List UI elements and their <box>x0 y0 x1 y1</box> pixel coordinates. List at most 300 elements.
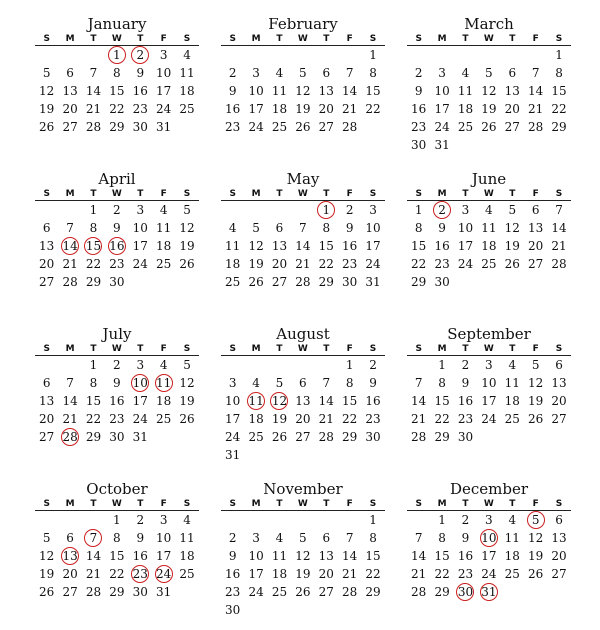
weekday-header <box>35 187 199 201</box>
day-cell: 18 <box>156 239 172 253</box>
week-row <box>221 392 385 410</box>
weekday-label: M <box>251 499 261 509</box>
week-row <box>407 410 571 428</box>
weekday-label: W <box>111 34 122 44</box>
day-cell: 4 <box>508 358 517 372</box>
day-cell: 22 <box>109 567 125 581</box>
day-cell: 15 <box>365 84 381 98</box>
month-title: December <box>449 480 529 498</box>
week-row <box>407 100 571 118</box>
day-cell: 30 <box>365 430 381 444</box>
weekday-label: S <box>229 34 236 44</box>
month-days <box>407 46 571 154</box>
day-cell: 5 <box>252 221 260 235</box>
day-cell: 20 <box>318 102 334 116</box>
month-february <box>221 16 385 136</box>
weekday-header <box>221 32 385 46</box>
empty-day <box>430 46 453 64</box>
weekday-header <box>35 497 199 511</box>
month-march <box>407 16 571 154</box>
day-cell: 15 <box>434 549 450 563</box>
day-cell: 27 <box>62 585 78 599</box>
weekday-label: F <box>532 189 539 199</box>
day-cell: 5 <box>42 66 51 80</box>
weekday-header <box>407 342 571 356</box>
day-cell: 29 <box>85 430 102 444</box>
week-row <box>221 374 385 392</box>
day-cell: 2 <box>113 203 121 217</box>
day-cell: 22 <box>551 102 567 116</box>
weekday-label: F <box>346 499 353 509</box>
day-cell: 28 <box>342 585 358 599</box>
day-cell: 24 <box>457 257 474 271</box>
day-cell: 19 <box>248 257 264 271</box>
day-cell-circled: 31 <box>477 583 500 601</box>
day-cell: 12 <box>504 221 520 235</box>
weekday-label: S <box>555 34 563 44</box>
day-cell: 19 <box>271 412 288 426</box>
day-cell: 12 <box>295 549 311 563</box>
weekday-label: T <box>509 499 516 509</box>
weekday-label: W <box>297 344 308 354</box>
empty-day <box>244 356 267 374</box>
day-cell-circled: 1 <box>315 201 338 219</box>
weekday-header <box>407 497 571 511</box>
weekday-label: S <box>229 344 236 354</box>
day-cell: 30 <box>132 120 148 134</box>
empty-day <box>315 511 338 529</box>
day-cell: 1 <box>345 358 354 372</box>
day-cell: 17 <box>481 549 497 563</box>
weekday-label: S <box>415 499 422 509</box>
day-cell: 8 <box>113 66 121 80</box>
day-cell-circled: 13 <box>58 547 81 565</box>
weekday-label: T <box>462 499 469 509</box>
weekday-label: F <box>532 34 539 44</box>
day-cell: 14 <box>528 84 544 98</box>
day-cell: 25 <box>179 102 195 116</box>
day-cell: 18 <box>271 567 288 581</box>
week-row <box>407 583 571 601</box>
day-cell: 24 <box>481 567 497 581</box>
day-cell: 20 <box>551 394 567 408</box>
week-row <box>35 273 199 291</box>
day-cell: 17 <box>365 239 381 253</box>
day-cell: 3 <box>485 513 493 527</box>
day-cell: 22 <box>434 567 450 581</box>
day-cell: 22 <box>365 567 381 581</box>
day-cell: 18 <box>481 239 497 253</box>
day-cell: 20 <box>318 567 334 581</box>
day-cell: 25 <box>225 275 241 289</box>
day-cell: 29 <box>434 585 450 599</box>
day-cell: 6 <box>555 358 563 372</box>
empty-day <box>501 46 524 64</box>
day-cell: 16 <box>132 549 148 563</box>
empty-day <box>407 511 430 529</box>
empty-day <box>291 511 314 529</box>
week-row <box>35 82 199 100</box>
weekday-label: T <box>90 34 97 44</box>
day-cell: 30 <box>342 275 358 289</box>
day-cell: 29 <box>85 275 102 289</box>
day-cell: 13 <box>271 239 288 253</box>
day-cell: 1 <box>369 48 377 62</box>
day-cell: 28 <box>528 120 544 134</box>
month-days <box>407 201 571 291</box>
weekday-label: T <box>137 189 144 199</box>
day-cell: 25 <box>457 120 474 134</box>
day-cell: 10 <box>132 221 148 235</box>
day-cell: 3 <box>252 531 260 545</box>
weekday-header <box>407 187 571 201</box>
weekday-label: S <box>229 189 236 199</box>
day-cell: 3 <box>252 66 260 80</box>
day-cell: 20 <box>39 257 55 271</box>
day-cell: 15 <box>85 394 102 408</box>
month-days <box>221 511 385 619</box>
empty-day <box>221 356 244 374</box>
day-cell: 30 <box>109 275 125 289</box>
day-cell-circled: 12 <box>268 392 291 410</box>
empty-day <box>315 356 338 374</box>
empty-day <box>291 46 314 64</box>
day-cell: 15 <box>109 84 125 98</box>
day-cell: 14 <box>85 549 102 563</box>
day-cell: 31 <box>132 430 148 444</box>
day-cell: 10 <box>481 376 497 390</box>
day-cell: 16 <box>109 394 125 408</box>
day-cell: 2 <box>136 513 145 527</box>
month-days <box>35 511 199 601</box>
weekday-label: S <box>43 34 50 44</box>
day-cell: 23 <box>342 257 358 271</box>
day-cell: 21 <box>551 239 567 253</box>
day-cell: 18 <box>504 549 520 563</box>
day-cell: 17 <box>156 549 172 563</box>
day-cell: 24 <box>481 412 497 426</box>
month-january <box>35 16 199 136</box>
day-cell-circled: 11 <box>152 374 175 392</box>
week-row <box>221 237 385 255</box>
week-row <box>221 64 385 82</box>
day-cell: 5 <box>275 376 284 390</box>
day-cell: 7 <box>555 203 563 217</box>
weekday-label: S <box>555 499 563 509</box>
day-cell: 8 <box>345 376 354 390</box>
week-row <box>407 428 571 446</box>
day-cell: 22 <box>109 102 125 116</box>
day-cell-circled: 2 <box>129 46 152 64</box>
day-cell: 21 <box>62 412 78 426</box>
month-title: September <box>447 325 531 343</box>
day-cell: 23 <box>365 412 381 426</box>
empty-day <box>221 46 244 64</box>
day-cell: 20 <box>551 549 567 563</box>
day-cell: 7 <box>322 376 331 390</box>
empty-day <box>338 46 361 64</box>
weekday-label: W <box>297 34 308 44</box>
week-row <box>221 583 385 601</box>
day-cell: 29 <box>434 430 450 444</box>
weekday-label: T <box>462 189 469 199</box>
day-cell: 12 <box>528 376 544 390</box>
day-cell: 16 <box>457 549 474 563</box>
day-cell: 18 <box>271 102 288 116</box>
day-cell: 3 <box>228 376 237 390</box>
weekday-label: M <box>437 189 447 199</box>
day-cell: 6 <box>555 513 563 527</box>
day-cell: 3 <box>461 203 470 217</box>
week-row <box>407 64 571 82</box>
day-cell: 10 <box>225 394 241 408</box>
weekday-label: T <box>137 344 144 354</box>
month-april <box>35 171 199 291</box>
day-cell: 11 <box>179 66 195 80</box>
day-cell: 31 <box>225 448 241 462</box>
weekday-label: S <box>43 344 50 354</box>
day-cell: 4 <box>228 221 237 235</box>
empty-day <box>35 46 58 64</box>
empty-day <box>524 46 547 64</box>
empty-day <box>268 46 291 64</box>
day-cell: 1 <box>89 358 98 372</box>
weekday-label: M <box>65 34 75 44</box>
empty-day <box>477 46 500 64</box>
day-cell: 13 <box>504 84 520 98</box>
weekday-header <box>221 342 385 356</box>
day-cell: 25 <box>271 120 288 134</box>
empty-day <box>291 356 314 374</box>
week-row <box>221 601 385 619</box>
empty-day <box>58 356 81 374</box>
weekday-label: W <box>483 189 494 199</box>
day-cell: 30 <box>434 275 450 289</box>
day-cell: 21 <box>85 102 102 116</box>
day-cell: 23 <box>411 120 427 134</box>
day-cell: 28 <box>85 585 102 599</box>
day-cell: 3 <box>159 48 168 62</box>
month-days <box>221 356 385 464</box>
day-cell: 7 <box>89 66 98 80</box>
day-cell: 24 <box>225 430 241 444</box>
month-title: February <box>268 15 338 33</box>
empty-day <box>244 46 267 64</box>
day-cell: 3 <box>369 203 377 217</box>
day-cell-circled: 7 <box>82 529 105 547</box>
week-row <box>407 374 571 392</box>
day-cell: 21 <box>528 102 544 116</box>
day-cell: 9 <box>438 221 446 235</box>
day-cell: 11 <box>179 531 195 545</box>
day-cell: 7 <box>345 66 354 80</box>
empty-day <box>35 356 58 374</box>
day-cell: 16 <box>225 567 241 581</box>
day-cell: 16 <box>365 394 381 408</box>
weekday-label: S <box>369 34 377 44</box>
day-cell: 23 <box>225 120 241 134</box>
weekday-label: F <box>346 34 353 44</box>
empty-day <box>35 511 58 529</box>
weekday-label: T <box>276 344 283 354</box>
day-cell: 4 <box>159 358 168 372</box>
day-cell: 25 <box>156 257 172 271</box>
day-cell: 17 <box>434 102 450 116</box>
week-row <box>35 511 199 529</box>
day-cell: 12 <box>179 221 195 235</box>
day-cell: 27 <box>62 120 78 134</box>
day-cell: 15 <box>318 239 334 253</box>
weekday-label: M <box>65 189 75 199</box>
day-cell: 28 <box>551 257 567 271</box>
day-cell: 20 <box>39 412 55 426</box>
empty-day <box>268 356 291 374</box>
weekday-label: T <box>90 344 97 354</box>
day-cell: 21 <box>411 567 427 581</box>
weekday-label: F <box>160 499 167 509</box>
day-cell: 11 <box>156 221 172 235</box>
day-cell: 11 <box>271 549 288 563</box>
day-cell: 27 <box>39 430 55 444</box>
day-cell: 30 <box>225 603 241 617</box>
weekday-header <box>407 32 571 46</box>
day-cell: 27 <box>295 430 311 444</box>
day-cell: 24 <box>132 257 148 271</box>
week-row <box>221 118 385 136</box>
week-row <box>407 219 571 237</box>
day-cell: 18 <box>457 102 474 116</box>
day-cell: 6 <box>508 66 517 80</box>
empty-day <box>268 511 291 529</box>
day-cell: 14 <box>342 549 358 563</box>
day-cell: 6 <box>66 531 74 545</box>
week-row <box>221 511 385 529</box>
day-cell: 8 <box>438 531 446 545</box>
week-row <box>407 136 571 154</box>
week-row <box>221 356 385 374</box>
day-cell: 15 <box>551 84 567 98</box>
day-cell: 27 <box>271 275 288 289</box>
empty-day <box>35 201 58 219</box>
day-cell: 2 <box>228 66 237 80</box>
day-cell: 28 <box>342 120 358 134</box>
day-cell: 4 <box>508 513 517 527</box>
day-cell: 23 <box>225 585 241 599</box>
empty-day <box>244 511 267 529</box>
month-september <box>407 326 571 446</box>
day-cell: 6 <box>322 531 331 545</box>
week-row <box>221 219 385 237</box>
weekday-label: F <box>160 189 167 199</box>
day-cell: 19 <box>179 394 195 408</box>
day-cell: 17 <box>225 412 241 426</box>
month-december <box>407 481 571 601</box>
day-cell: 22 <box>434 412 450 426</box>
day-cell: 13 <box>318 549 334 563</box>
day-cell: 14 <box>551 221 567 235</box>
weekday-label: F <box>346 189 353 199</box>
day-cell: 11 <box>271 84 288 98</box>
empty-day <box>268 201 291 219</box>
day-cell: 21 <box>342 102 358 116</box>
day-cell: 10 <box>248 84 264 98</box>
day-cell: 15 <box>109 549 125 563</box>
day-cell: 26 <box>271 430 288 444</box>
day-cell: 19 <box>481 102 497 116</box>
day-cell: 2 <box>461 513 470 527</box>
day-cell: 4 <box>159 203 168 217</box>
day-cell: 13 <box>39 239 55 253</box>
day-cell-circled: 5 <box>524 511 547 529</box>
day-cell: 3 <box>485 358 493 372</box>
day-cell: 17 <box>457 239 474 253</box>
day-cell: 9 <box>461 531 470 545</box>
day-cell: 30 <box>109 430 125 444</box>
week-row <box>35 410 199 428</box>
day-cell: 27 <box>504 120 520 134</box>
day-cell: 14 <box>411 549 427 563</box>
day-cell: 17 <box>156 84 172 98</box>
day-cell: 29 <box>342 430 358 444</box>
day-cell: 16 <box>457 394 474 408</box>
day-cell: 3 <box>159 513 168 527</box>
weekday-label: T <box>323 189 330 199</box>
day-cell: 20 <box>62 567 78 581</box>
week-row <box>407 565 571 583</box>
month-days <box>35 356 199 446</box>
day-cell: 2 <box>369 358 377 372</box>
day-cell: 4 <box>275 66 284 80</box>
week-row <box>407 255 571 273</box>
day-cell-circled: 16 <box>105 237 128 255</box>
day-cell: 30 <box>457 430 474 444</box>
day-cell: 19 <box>39 567 55 581</box>
weekday-label: W <box>111 344 122 354</box>
day-cell: 6 <box>66 66 74 80</box>
day-cell-circled: 10 <box>477 529 500 547</box>
day-cell: 23 <box>457 412 474 426</box>
day-cell: 14 <box>62 394 78 408</box>
day-cell: 19 <box>504 239 520 253</box>
weekday-label: M <box>251 344 261 354</box>
day-cell: 10 <box>248 549 264 563</box>
day-cell: 4 <box>275 531 284 545</box>
weekday-label: M <box>437 34 447 44</box>
weekday-label: S <box>43 189 50 199</box>
month-title: March <box>464 15 514 33</box>
day-cell: 12 <box>481 84 497 98</box>
day-cell: 26 <box>504 257 520 271</box>
day-cell: 25 <box>271 585 288 599</box>
weekday-label: S <box>183 34 191 44</box>
empty-day <box>454 46 477 64</box>
day-cell: 31 <box>434 138 450 152</box>
day-cell: 27 <box>318 585 334 599</box>
day-cell: 19 <box>528 394 544 408</box>
weekday-label: W <box>297 499 308 509</box>
day-cell: 16 <box>342 239 358 253</box>
day-cell: 29 <box>109 585 125 599</box>
day-cell: 7 <box>531 66 540 80</box>
weekday-label: S <box>369 344 377 354</box>
week-row <box>407 511 571 529</box>
day-cell: 10 <box>156 66 172 80</box>
day-cell: 7 <box>414 531 423 545</box>
day-cell: 24 <box>365 257 381 271</box>
weekday-label: W <box>483 499 494 509</box>
day-cell: 26 <box>39 585 55 599</box>
day-cell: 13 <box>551 531 567 545</box>
